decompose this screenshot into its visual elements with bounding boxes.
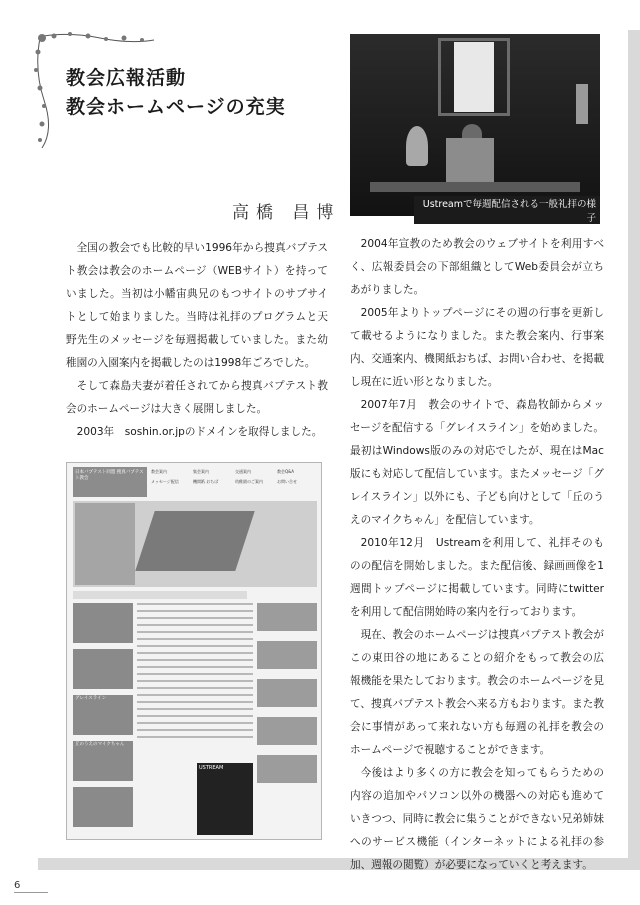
photo-caption: Ustreamで毎週配信される一般礼拝の様子 [414,196,600,224]
right-column [350,233,604,877]
site-nav-item: 集会案内 [193,469,209,474]
site-banner-label: グレイスライン [75,696,107,701]
site-nav-item: メッセージ配信 [151,479,179,484]
page-frame-right [628,30,640,870]
page-number-rule [14,892,48,893]
paragraph: 2004年宣教のため教会のウェブサイトを利用すべく、広報委員会の下部組織としてWeb委員会が立ちあがりました。 [350,238,604,296]
paragraph: 今後はより多くの方に教会を知ってもらうための内容の追加やパソコン以外の機器への対応も進めていきつつ、同時に教会に集うことができない兄弟姉妹へのサービス機能（インターネットによる礼拝の参加、週報の閲覧）が必要になっていくと考えます。 [350,767,604,871]
site-nav-item: 幼稚園のご案内 [235,479,263,484]
author-name: 高橋 昌博 [232,203,341,223]
paragraph: 2010年12月 Ustreamを利用して、礼拝そのものの配信を開始しました。また配信後、録画画像を1週間トップページに掲載しています。同時にtwitterを利用して配信開始時の案内を行っております。 [350,537,604,618]
title-line-2: 教会ホームページの充実 [66,96,286,118]
title-line-1: 教会広報活動 [66,67,187,89]
article-title [66,64,286,122]
site-name: 日本バプテスト同盟 捜真バプテスト教会 [75,470,144,481]
site-news-bar [73,591,247,599]
paragraph: 全国の教会でも比較的早い1996年から捜真バプテスト教会は教会のホームページ（WEBサイト）を持っていました。当初は小幡宙典兄のもつサイトのサブサイトとして始まりました。当時は礼拝のプログラムと天野先生のメッセージを毎週掲載していました。また幼稚園の入園案内を掲載したのは1998年ごろでした。 [66,242,328,369]
site-ustream-panel [197,763,253,835]
site-nav [151,467,317,497]
site-side-banners [73,603,133,835]
left-column [66,237,328,444]
site-banner-label: 丘のうえのマイクちゃん [75,742,125,747]
site-ustream-label: USTREAM [199,765,224,771]
paragraph: 現在、教会のホームページは捜真バプテスト教会が この東田谷の地にあることの紹介をもって教会の広報機能を果たしております。教会のホームページを見て、捜真バプテスト教会へ来る方もおります。また教会に事情があって来れない方も毎週の礼拝を教会のホームページで視聴することができます。 [350,629,604,756]
paragraph: 2003年 soshin.or.jpのドメインを取得しました。 [76,426,323,438]
site-nav-item: 教会Q&A [277,469,295,474]
worship-photo [350,34,600,216]
site-right-images [257,603,317,835]
paragraph: 2007年7月 教会のサイトで、森島牧師からメッセージを配信する「グレイスライン」を始めました。最初はWindows版のみの対応でしたが、現在はMac版にも対応して配信しています。またメッセージ「グレイスライン」以外にも、子ども向けとして「丘のうえのマイクちゃん」を配信しています。 [350,399,604,526]
site-nav-item: お問い合せ [277,479,297,484]
site-nav-item: 教会案内 [151,469,167,474]
paragraph: そして森島夫妻が着任されてから捜真バプテスト教会のホームページは大きく展開しました。 [66,380,328,415]
paragraph: 2005年よりトップページにその週の行事を更新して載せるようになりました。また教会案内、行事案内、交通案内、機関紙おちば、お問い合わせ、を掲載し現在に近い形となりました。 [350,307,604,388]
site-hero-organ [135,511,254,571]
site-nav-item: 交通案内 [235,469,251,474]
page-number: 6 [14,880,21,891]
website-screenshot [66,462,322,840]
site-nav-item: 機関紙 おちば [193,479,219,484]
site-hero-figure [75,503,135,585]
